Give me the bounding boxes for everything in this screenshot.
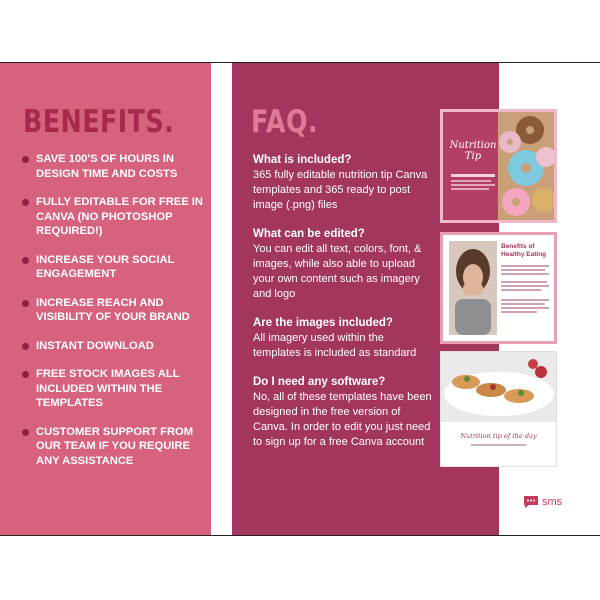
benefits-heading: BENEFITS.: [23, 104, 175, 140]
faq-list: [253, 153, 433, 464]
brand-logo-text: sms: [542, 496, 563, 508]
card-title: Nutrition tip of the day: [460, 432, 537, 440]
faq-answer: You can edit all text, colors, font, & images, while also able to upload your own content such as imagery and logo: [253, 243, 422, 300]
bullet-icon: [22, 199, 29, 206]
benefit-item: INSTANT DOWNLOAD: [22, 339, 207, 354]
faq-question: Do I need any software?: [253, 376, 386, 388]
benefit-item: CUSTOMER SUPPORT FROM OUR TEAM IF YOU REQUIRE ANY ASSISTANCE: [22, 425, 207, 469]
preview-card-nutrition-tip: [440, 109, 557, 223]
bullet-icon: [22, 156, 29, 163]
card-title: Nutrition Tip: [449, 140, 497, 162]
chat-bubble-icon: [522, 494, 540, 510]
faq-answer: 365 fully editable nutrition tip Canva templates and 365 ready to post image (.png) files: [253, 169, 428, 211]
woman-photo-icon: [449, 241, 497, 335]
panel-gap: [211, 63, 232, 535]
donut-photo-icon: [498, 112, 554, 220]
faq-answer: All imagery used within the templates is included as standard: [253, 332, 417, 359]
faq-question: Are the images included?: [253, 317, 393, 329]
bullet-icon: [22, 371, 29, 378]
benefits-list: [22, 152, 207, 482]
bullet-icon: [22, 257, 29, 264]
bullet-icon: [22, 300, 29, 307]
benefit-item: FREE STOCK IMAGES ALL INCLUDED WITHIN THE TEMPLATES: [22, 367, 207, 411]
faq-question: What is included?: [253, 154, 352, 166]
faq-heading: FAQ.: [251, 104, 319, 140]
food-photo-icon: [441, 352, 556, 422]
benefit-item: INCREASE YOUR SOCIAL ENGAGEMENT: [22, 253, 207, 282]
bullet-icon: [22, 343, 29, 350]
benefit-item: INCREASE REACH AND VISIBILITY OF YOUR BRAND: [22, 296, 207, 325]
benefit-item: SAVE 100'S OF HOURS IN DESIGN TIME AND COSTS: [22, 152, 207, 181]
faq-answer: No, all of these templates have been designed in the free version of Canva. In order to edit you just need to sign up for a free Canva account: [253, 391, 432, 448]
preview-card-benefits: [440, 232, 557, 344]
faq-question: What can be edited?: [253, 228, 365, 240]
card-title: Benefits of Healthy Eating: [501, 243, 547, 258]
preview-card-tip-of-day: [440, 351, 557, 467]
benefit-item: FULLY EDITABLE FOR FREE IN CANVA (NO PHOTOSHOP REQUIRED!): [22, 195, 207, 239]
bullet-icon: [22, 429, 29, 436]
